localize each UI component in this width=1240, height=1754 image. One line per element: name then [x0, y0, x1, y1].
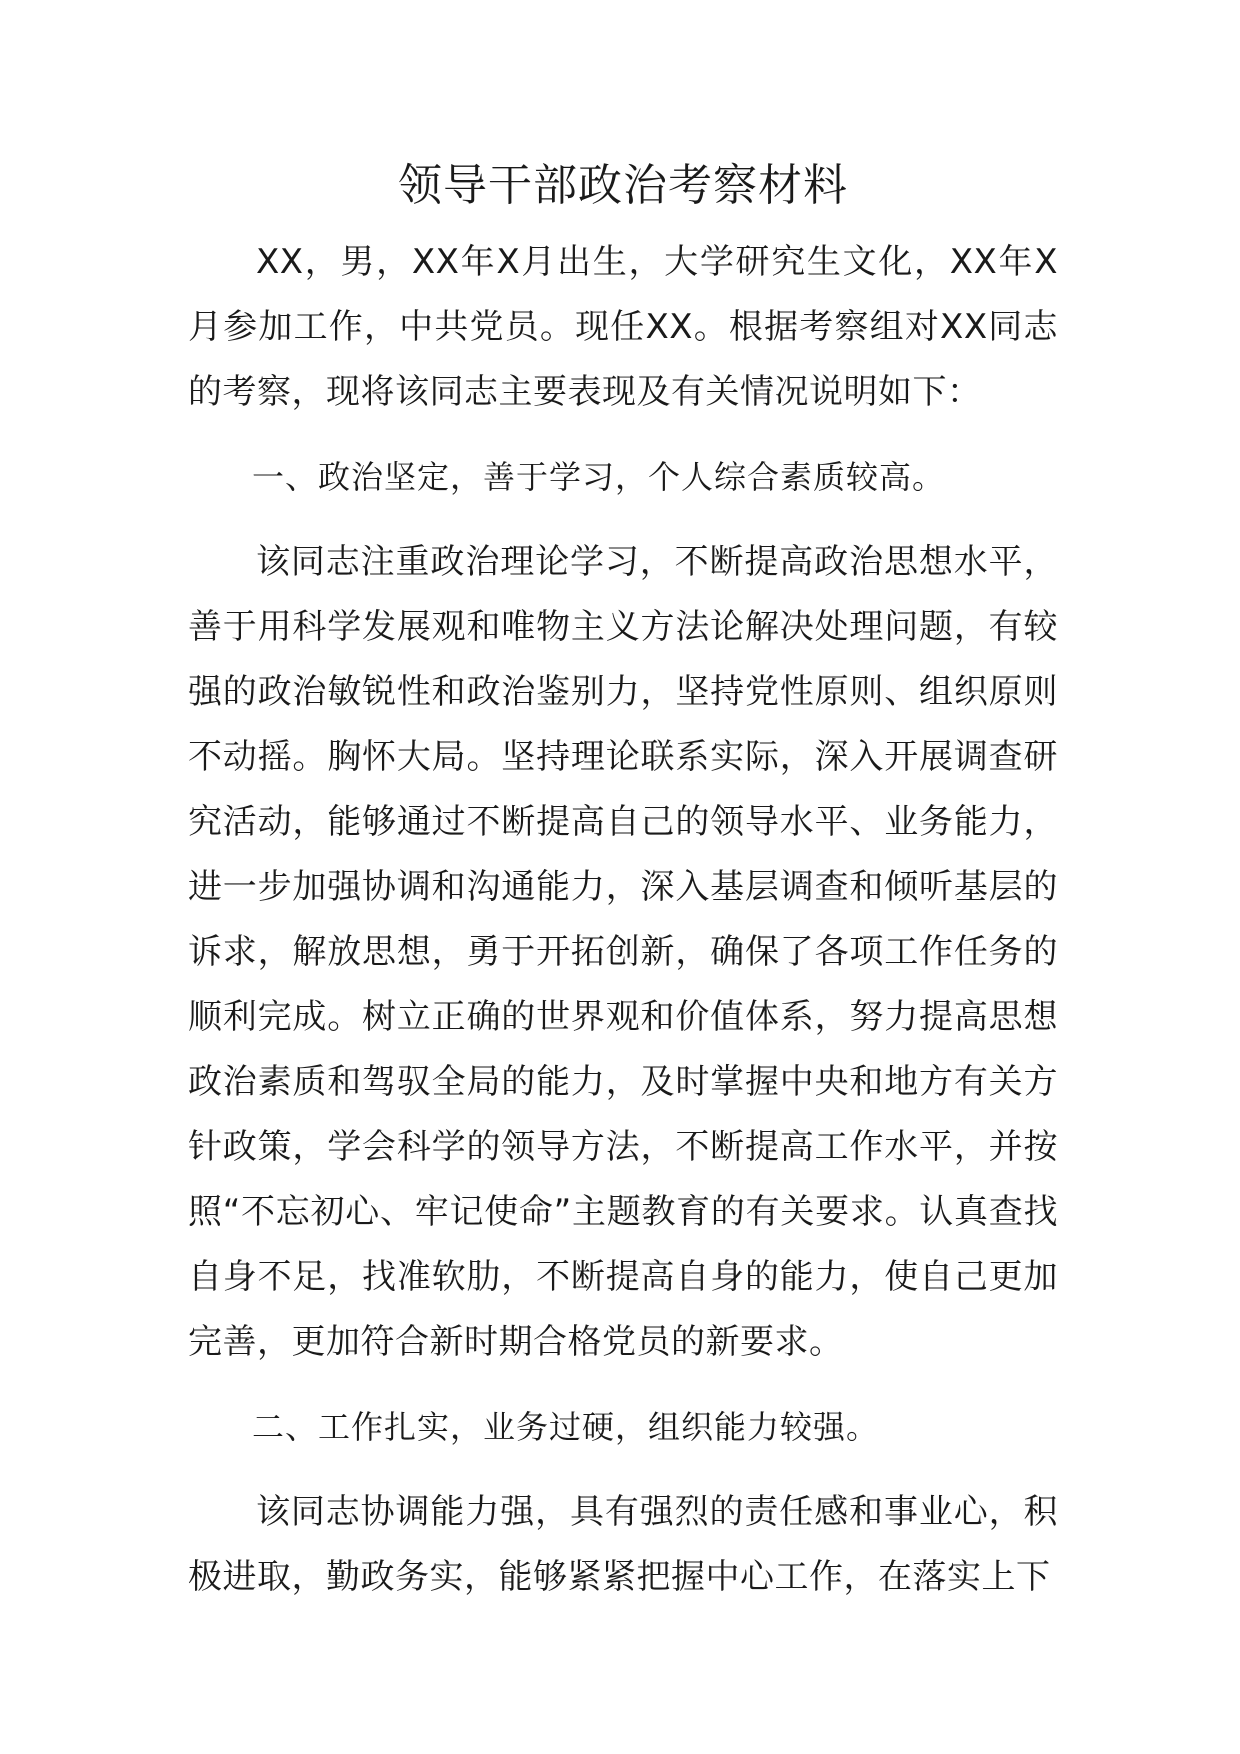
- section-2-body: 该同志协调能力强，具有强烈的责任感和事业心，积极进取，勤政务实，能够紧紧把握中心工作，在落实上下: [188, 1492, 1058, 1597]
- document-page: [188, 150, 1058, 1630]
- section-1-heading: 一、政治坚定，善于学习，个人综合素质较高。: [252, 458, 946, 496]
- intro-paragraph: XX，男，XX年X月出生，大学研究生文化，XX年X月参加工作，中共党员。现任XX。根据考察组对XX同志的考察，现将该同志主要表现及有关情况说明如下：: [188, 242, 1058, 412]
- section-1-body: 该同志注重政治理论学习，不断提高政治思想水平，善于用科学发展观和唯物主义方法论解决处理问题，有较强的政治敏锐性和政治鉴别力，坚持党性原则、组织原则不动摇。胸怀大局。坚持理论联系实际，深入开展调查研究活动，能够通过不断提高自己的领导水平、业务能力，进一步加强协调和沟通能力，深入基层调查和倾听基层的诉求，解放思想，勇于开拓创新，确保了各项工作任务的顺利完成。树立正确的世界观和价值体系，努力提高思想政治素质和驾驭全局的能力，及时掌握中央和地方有关方针政策，学会科学的领导方法，不断提高工作水平，并按照“不忘初心、牢记使命”主题教育的有关要求。认真查找自身不足，找准软肋，不断提高自身的能力，使自己更加完善，更加符合新时期合格党员的新要求。: [188, 542, 1058, 1362]
- document-title: 领导干部政治考察材料: [398, 160, 848, 211]
- section-2-heading: 二、工作扎实，业务过硬，组织能力较强。: [252, 1408, 880, 1446]
